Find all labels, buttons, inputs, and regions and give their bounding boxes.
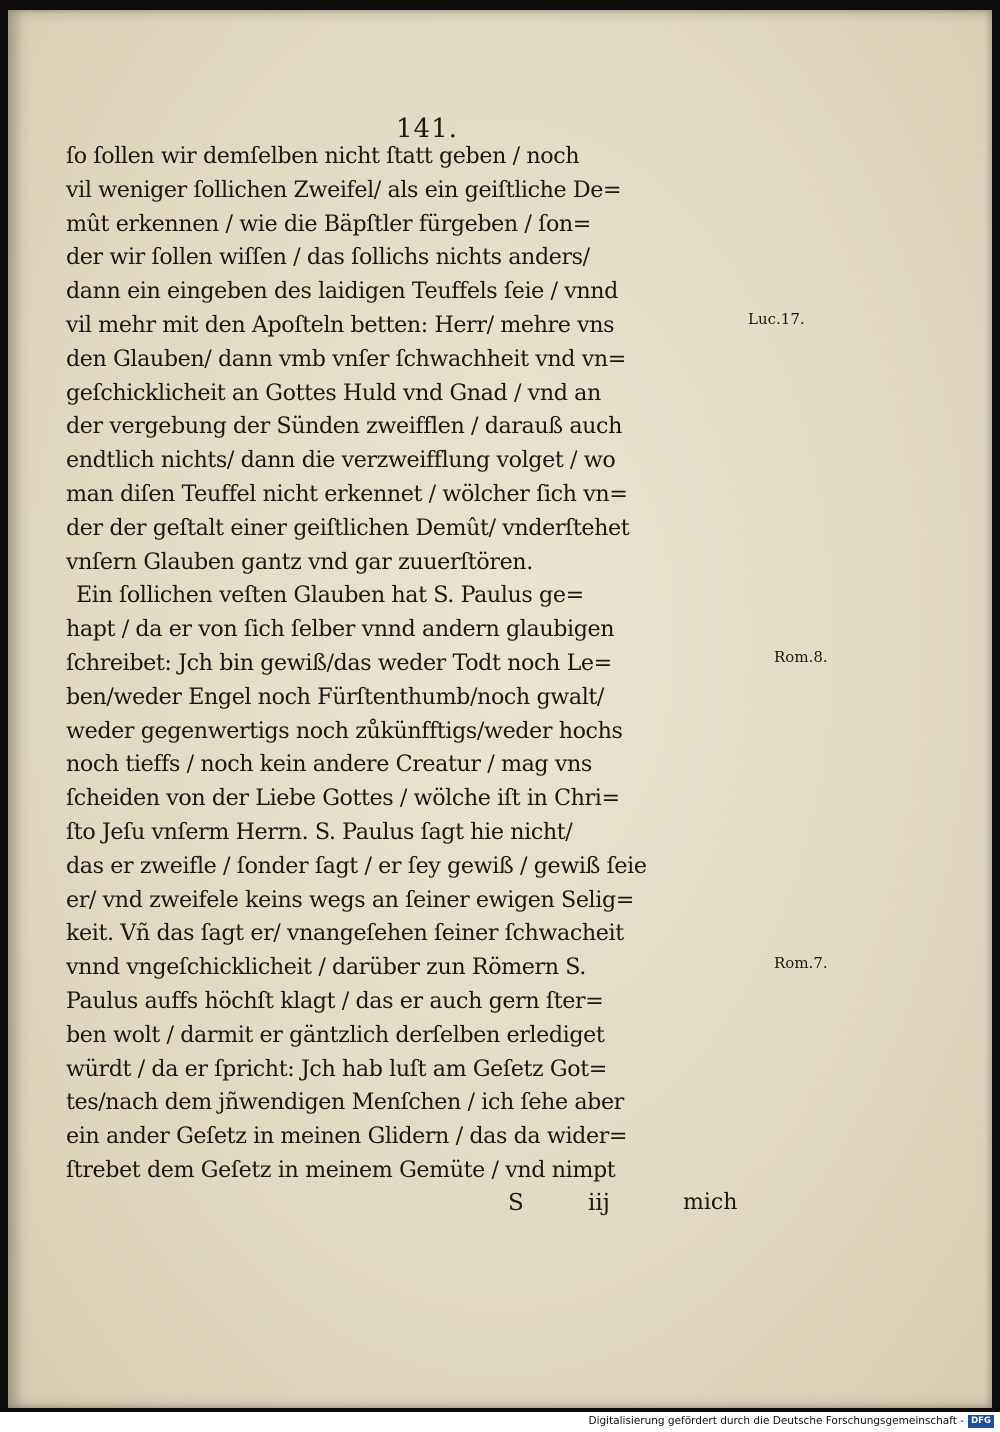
text-line: ſchreibet: Jch bin gewiß/das weder Todt noch Le= <box>66 649 612 676</box>
text-line: ſo ſollen wir demſelben nicht ſtatt geben / noch <box>66 143 580 169</box>
text-line: vnſern Glauben gantz vnd gar zuuerſtören. <box>66 548 533 575</box>
page-number: 141. <box>396 114 458 144</box>
text-line: ben wolt / darmit er gäntzlich derſelben erlediget <box>66 1021 605 1048</box>
text-line: ſcheiden von der Liebe Gottes / wölche iſt in Chri= <box>66 785 620 812</box>
dfg-logo: DFG <box>968 1415 994 1428</box>
text-line: ſto Jeſu vnſerm Herrn. S. Paulus ſagt hie nicht/ <box>66 818 573 845</box>
text-line: den Glauben/ dann vmb vnſer ſchwachheit vnd vn= <box>66 345 626 372</box>
text-line: Paulus auffs höchſt klagt / das er auch gern ſter= <box>66 987 604 1014</box>
body-text <box>66 140 766 1188</box>
text-line: tes/nach dem jñwendigen Menſchen / ich ſehe aber <box>66 1089 624 1116</box>
text-line: ein ander Geſetz in meinen Glidern / das da wider= <box>66 1123 628 1150</box>
text-line: vil weniger ſollichen Zweifel/ als ein geiſtliche De= <box>66 176 622 203</box>
text-line: mût erkennen / wie die Bäpſtler fürgeben / ſon= <box>66 210 591 237</box>
book-page <box>8 10 992 1408</box>
funding-credit: Digitalisierung gefördert durch die Deutsche Forschungsgemeinschaft - <box>588 1415 964 1427</box>
margin-note-romans-8: Rom.8. <box>774 648 828 666</box>
text-line: ſtrebet dem Geſetz in meinem Gemüte / vnd nimpt <box>66 1156 616 1183</box>
text-line: ben/weder Engel noch Fürſtenthumb/noch gwalt/ <box>66 683 604 710</box>
text-line: der wir ſollen wiſſen / das ſollichs nichts anders/ <box>66 244 590 271</box>
signature-row <box>508 1190 758 1226</box>
text-line: er/ vnd zweifele keins wegs an ſeiner ewigen Selig= <box>66 886 634 913</box>
text-line: hapt / da er von ſich ſelber vnnd andern glaubigen <box>66 616 615 643</box>
text-line: vnnd vngeſchicklicheit / darüber zun Römern S. <box>66 954 586 981</box>
signature-mark: S <box>508 1190 524 1216</box>
text-line: noch tieffs / noch kein andere Creatur / mag vns <box>66 751 592 778</box>
text-line: Ein ſollichen veſten Glauben hat S. Paulus ge= <box>76 582 584 609</box>
text-line: dann ein eingeben des laidigen Teuffels ſeie / vnnd <box>66 278 618 305</box>
text-line: geſchicklicheit an Gottes Huld vnd Gnad / vnd an <box>66 379 601 406</box>
signature-number: iij <box>588 1190 610 1216</box>
text-line: vil mehr mit den Apoſteln betten: Herr/ mehre vns <box>66 311 615 338</box>
text-line: der vergebung der Sünden zweifflen / darauß auch <box>66 413 622 440</box>
text-line: der der geſtalt einer geiſtlichen Demût/ vnderſtehet <box>66 514 630 541</box>
margin-note-romans-7: Rom.7. <box>774 954 828 972</box>
catchword: mich <box>683 1190 738 1215</box>
footer-bar <box>0 1412 1000 1432</box>
text-line: man diſen Teuffel nicht erkennet / wölcher ſich vn= <box>66 480 628 507</box>
margin-note-luke: Luc.17. <box>748 310 805 328</box>
text-line: keit. Vñ das ſagt er/ vnangeſehen ſeiner ſchwacheit <box>66 920 624 947</box>
text-line: das er zweifle / ſonder ſagt / er ſey gewiß / gewiß ſeie <box>66 852 647 879</box>
text-line: endtlich nichts/ dann die verzweifflung volget / wo <box>66 447 616 474</box>
text-line: weder gegenwertigs noch zůkünfftigs/weder hochs <box>66 717 623 744</box>
text-line: würdt / da er ſpricht: Jch hab luſt am Geſetz Got= <box>66 1055 607 1082</box>
